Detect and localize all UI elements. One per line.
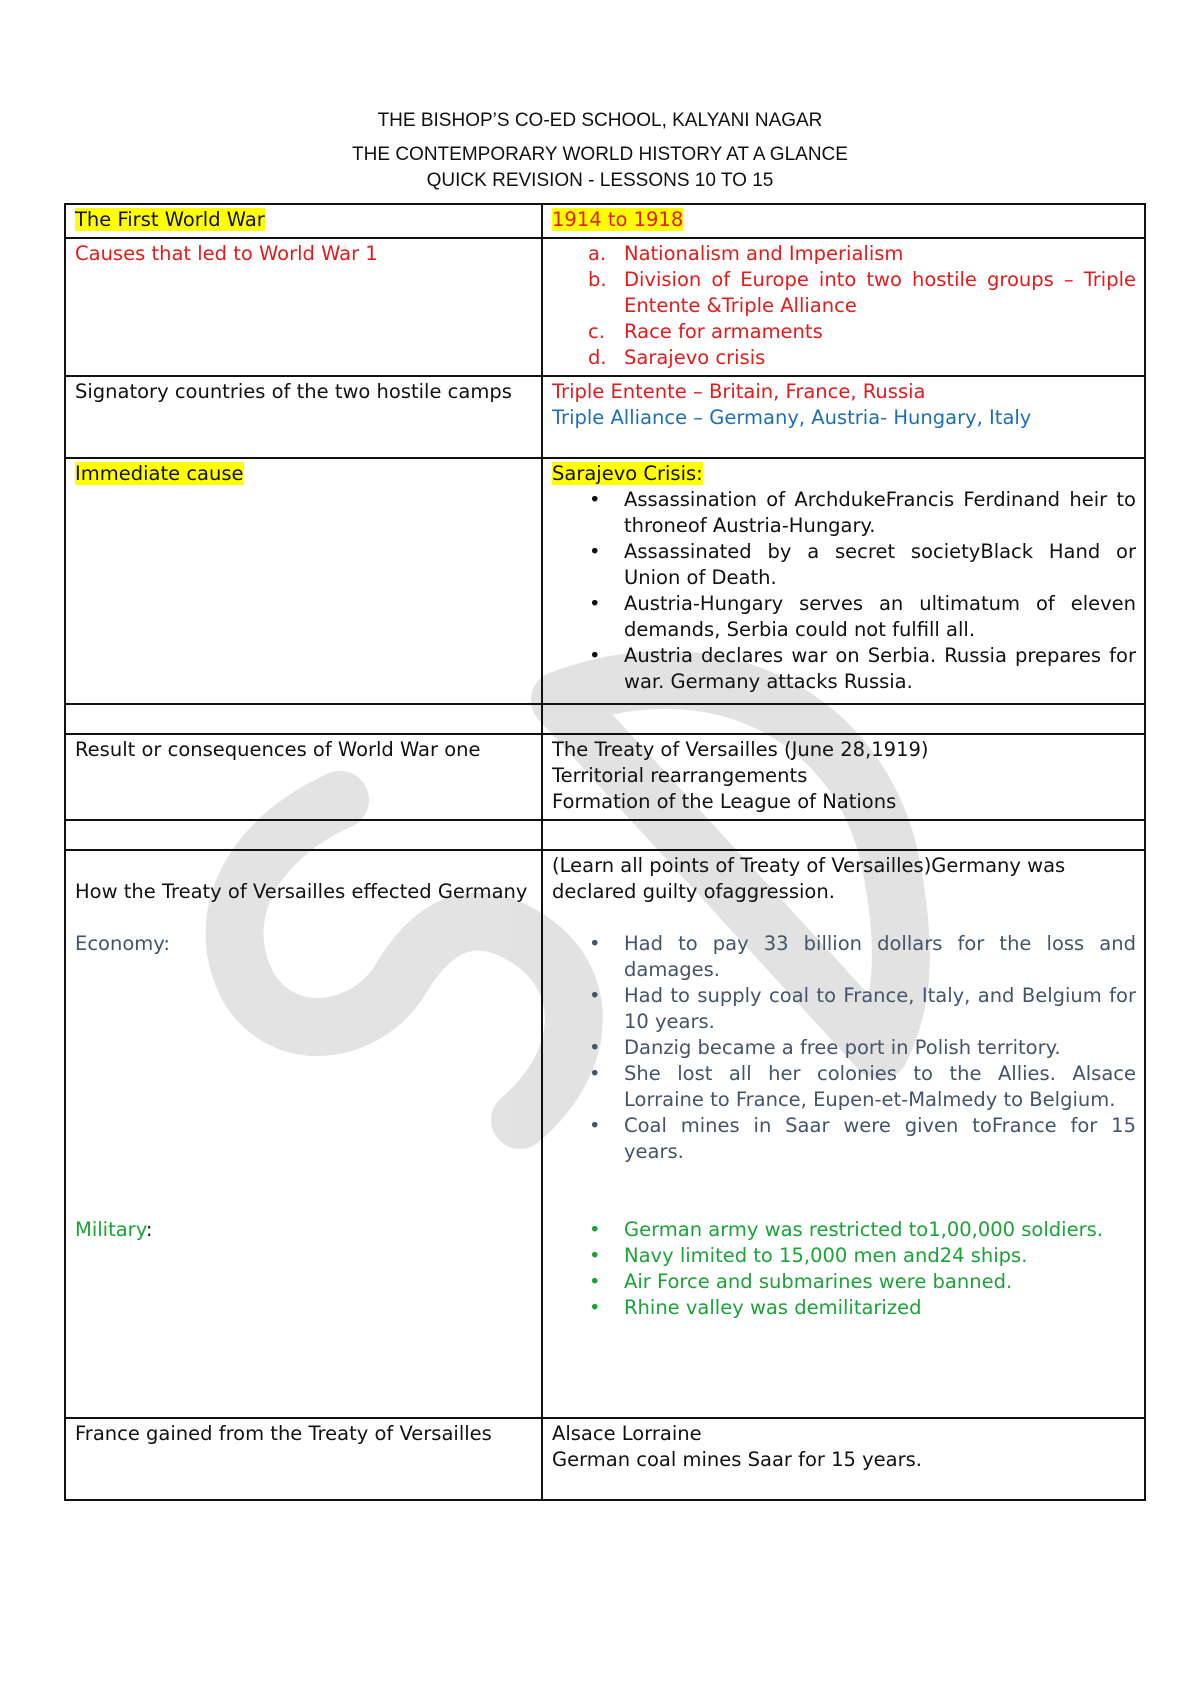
document-title: THE CONTEMPORARY WORLD HISTORY AT A GLANCE [352,144,848,165]
topic-heading: The First World War [75,208,265,231]
table-row [65,1418,1145,1500]
table-row [65,238,1145,376]
list-item: • Assassinated by a secret societyBlack Hand or Union of Death. [589,540,1136,589]
list-item: b. Division of Europe into two hostile groups – Triple Entente &Triple Alliance [588,268,1136,317]
school-name: THE BISHOP’S CO-ED SCHOOL, KALYANI NAGAR [377,110,823,131]
economy-label: Economy: [75,932,170,955]
table-row [65,704,1145,734]
document-header [0,108,1200,194]
row-label: France gained from the Treaty of Versailles [65,1418,542,1500]
military-list [552,1217,1136,1321]
list-item: c. Race for armaments [588,320,823,343]
list-item: • Had to pay 33 billion dollars for the loss and damages. [589,932,1136,981]
list-item: • Austria declares war on Serbia. Russia prepares for war. Germany attacks Russia. [589,644,1136,693]
alliance-line: Triple Alliance – Germany, Austria- Hungary, Italy [552,406,1032,429]
crisis-list [552,487,1136,695]
table-row [65,458,1145,704]
list-item: d. Sarajevo crisis [588,346,766,369]
row-label: How the Treaty of Versailles effected Germany [75,880,528,903]
table-row [65,850,1145,1418]
row-label: Result or consequences of World War one [65,734,542,820]
gain-line: German coal mines Saar for 15 years. [552,1448,923,1471]
table-row [65,376,1145,458]
entente-line: Triple Entente – Britain, France, Russia [552,380,926,403]
document-subtitle: QUICK REVISION - LESSONS 10 TO 15 [426,170,774,191]
revision-table [64,203,1146,1501]
result-line: The Treaty of Versailles (June 28,1919) [552,738,929,761]
row-label: Immediate cause [75,462,244,485]
result-line: Territorial rearrangements [552,764,808,787]
list-item: • Coal mines in Saar were given toFrance for 15 years. [589,1114,1136,1163]
list-item: • Navy limited to 15,000 men and24 ships. [589,1244,1028,1267]
crisis-heading: Sarajevo Crisis: [552,462,703,485]
gain-line: Alsace Lorraine [552,1422,702,1445]
list-item: • Had to supply coal to France, Italy, and Belgium for 10 years. [589,984,1136,1033]
military-label: Military: [75,1218,153,1241]
table-row [65,734,1145,820]
causes-list [552,241,1136,371]
row-label: Causes that led to World War 1 [65,238,542,376]
list-item: • Austria-Hungary serves an ultimatum of eleven demands, Serbia could not fulfill all. [589,592,1136,641]
treaty-intro: (Learn all points of Treaty of Versailles)Germany was declared guilty ofaggression. [552,854,1066,903]
list-item: • Air Force and submarines were banned. [589,1270,1013,1293]
list-item: • German army was restricted to1,00,000 soldiers. [589,1218,1103,1241]
date-range: 1914 to 1918 [552,208,684,231]
economy-list [552,931,1136,1165]
list-item: • Assassination of ArchdukeFrancis Ferdinand heir to throneof Austria-Hungary. [589,488,1136,537]
list-item: • Danzig became a free port in Polish territory. [589,1036,1061,1059]
list-item: • She lost all her colonies to the Allies. Alsace Lorraine to France, Eupen-et-Malmedy to Belgium. [589,1062,1136,1111]
row-label: Signatory countries of the two hostile camps [65,376,542,458]
list-item: • Rhine valley was demilitarized [589,1296,922,1319]
list-item: a. Nationalism and Imperialism [588,242,904,265]
table-row [65,204,1145,238]
result-line: Formation of the League of Nations [552,790,897,813]
table-row [65,820,1145,850]
